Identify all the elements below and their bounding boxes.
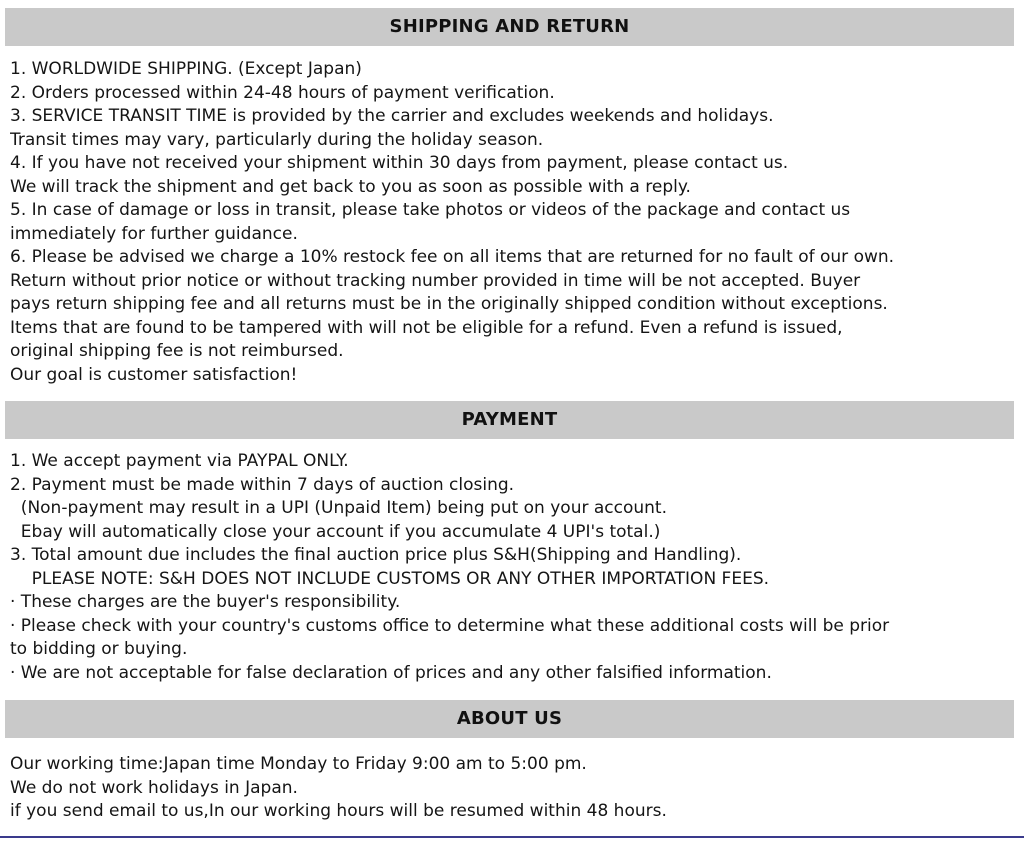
section-header-shipping-and-return [5, 8, 1014, 46]
text-line: 3. Total amount due includes the final auction price plus S&H(Shipping and Handling). [10, 545, 742, 565]
text-line: 5. In case of damage or loss in transit, please take photos or videos of the package and contact us [10, 200, 851, 220]
text-line: Transit times may vary, particularly during the holiday season. [10, 129, 544, 150]
section-body-shipping-and-return [0, 46, 1024, 387]
text-line: · Please check with your country's customs office to determine what these additional costs will be prior [10, 615, 890, 636]
bottom-divider [0, 836, 1024, 838]
text-line: 1. We accept payment via PAYPAL ONLY. [10, 451, 349, 471]
text-line: We will track the shipment and get back to you as soon as possible with a reply. [10, 176, 691, 197]
text-line: 1. WORLDWIDE SHIPPING. (Except Japan) [10, 59, 362, 79]
text-line: We do not work holidays in Japan. [10, 777, 298, 798]
section-title: PAYMENT [461, 409, 558, 430]
text-line: 3. SERVICE TRANSIT TIME is provided by the carrier and excludes weekends and holidays. [10, 106, 774, 126]
text-line: if you send email to us,In our working hours will be resumed within 48 hours. [10, 801, 667, 821]
text-line: Return without prior notice or without tracking number provided in time will be not accepted. Buyer [10, 270, 861, 291]
text-line: immediately for further guidance. [10, 223, 298, 244]
text-line: 4. If you have not received your shipment within 30 days from payment, please contact us. [10, 153, 789, 173]
terms-page [0, 8, 1024, 838]
section-title: ABOUT US [456, 708, 563, 729]
text-line: · We are not acceptable for false declaration of prices and any other falsified information. [10, 662, 772, 683]
section-header-payment [5, 401, 1014, 439]
text-line: Our working time:Japan time Monday to Friday 9:00 am to 5:00 pm. [10, 754, 587, 774]
text-line: pays return shipping fee and all returns must be in the originally shipped condition without exceptions. [10, 294, 888, 314]
text-line: 6. Please be advised we charge a 10% restock fee on all items that are returned for no fault of our own. [10, 247, 895, 267]
section-body-about-us [0, 738, 1024, 824]
text-line: PLEASE NOTE: S&H DOES NOT INCLUDE CUSTOMS OR ANY OTHER IMPORTATION FEES. [10, 568, 770, 589]
section-title: SHIPPING AND RETURN [389, 16, 630, 37]
text-line: (Non-payment may result in a UPI (Unpaid Item) being put on your account. [10, 498, 667, 518]
section-body-payment [0, 439, 1024, 685]
text-line: to bidding or buying. [10, 639, 188, 659]
text-line: Our goal is customer satisfaction! [10, 364, 298, 385]
text-line: original shipping fee is not reimbursed. [10, 341, 344, 361]
text-line: · These charges are the buyer's responsibility. [10, 592, 401, 612]
text-line: 2. Payment must be made within 7 days of auction closing. [10, 474, 515, 495]
section-header-about-us [5, 700, 1014, 738]
text-line: 2. Orders processed within 24-48 hours of payment verification. [10, 82, 555, 103]
text-line: Items that are found to be tampered with will not be eligible for a refund. Even a refund is issued, [10, 317, 843, 338]
text-line: Ebay will automatically close your account if you accumulate 4 UPI's total.) [10, 521, 661, 542]
